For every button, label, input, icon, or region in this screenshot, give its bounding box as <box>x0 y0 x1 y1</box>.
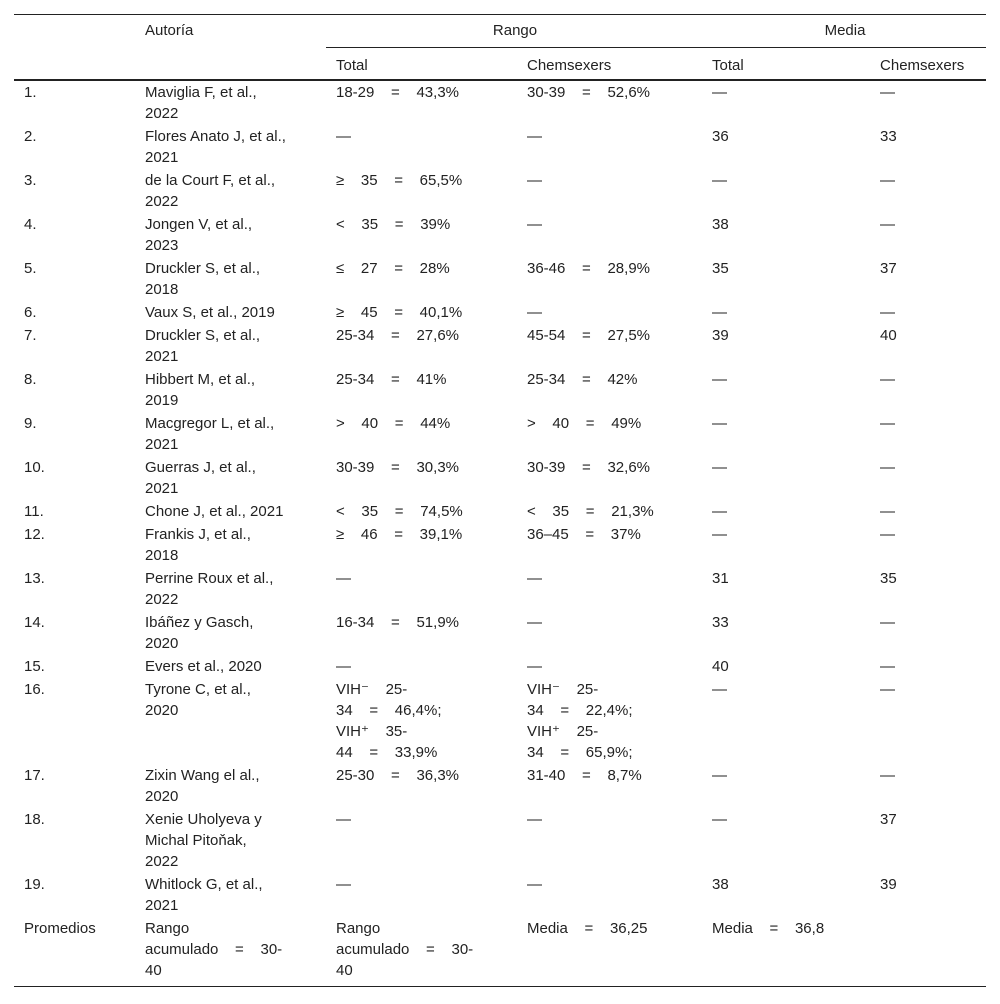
rango_total-line: — <box>336 811 351 828</box>
table-row <box>14 523 986 567</box>
rango-total-cell <box>326 412 517 456</box>
rango_total-line: < 35 = 39% <box>336 216 451 233</box>
rango-chemsexers-cell <box>517 324 702 368</box>
author-line: 2019 <box>145 392 179 409</box>
rango_chem-line: VIH⁻ 25- <box>527 681 599 698</box>
author-line: Frankis J, et al., <box>145 526 251 543</box>
table-row <box>14 808 986 873</box>
rango_total-line: ≥ 46 = 39,1% <box>336 526 463 543</box>
rango_chem-line: 45-54 = 27,5% <box>527 327 650 344</box>
rango-total-cell <box>326 678 517 764</box>
rango_chem-line: 34 = 22,4%; <box>527 702 633 719</box>
media-total-cell: Media = 36,8 <box>712 920 825 937</box>
media-chemsexers-cell: 40 <box>880 327 897 344</box>
author-cell <box>135 80 326 125</box>
table-row <box>14 678 986 764</box>
rango-total-cell <box>326 917 517 982</box>
author-line: 2020 <box>145 635 179 652</box>
rango-chemsexers-cell <box>517 611 702 655</box>
author-line: 2018 <box>145 281 179 298</box>
author-line: 2018 <box>145 547 179 564</box>
author-cell <box>135 368 326 412</box>
rango_chem-line: Media = 36,25 <box>527 920 648 937</box>
author-line: 2022 <box>145 193 179 210</box>
media-total-cell: — <box>712 526 728 543</box>
rango-total-cell <box>326 80 517 125</box>
row-number: 18. <box>24 811 45 828</box>
rango_total-line: Rango <box>336 920 381 937</box>
author-line: Druckler S, et al., <box>145 327 261 344</box>
rango_total-line: ≥ 45 = 40,1% <box>336 304 463 321</box>
author-line: Rango <box>145 920 190 937</box>
row-number: 14. <box>24 614 45 631</box>
rango-chemsexers-cell <box>517 523 702 567</box>
author-line: 2021 <box>145 480 179 497</box>
author-line: de la Court F, et al., <box>145 172 276 189</box>
media-total-cell: 33 <box>712 614 729 631</box>
header-rango-total: Total <box>326 47 517 80</box>
media-total-cell: 40 <box>712 658 729 675</box>
table-row <box>14 213 986 257</box>
rango-total-cell <box>326 368 517 412</box>
author-cell <box>135 257 326 301</box>
rango-total-cell <box>326 873 517 917</box>
media-chemsexers-cell: — <box>880 503 896 520</box>
rango_total-line: — <box>336 876 351 893</box>
table-row <box>14 456 986 500</box>
rango_chem-line: 36–45 = 37% <box>527 526 641 543</box>
table-row <box>14 873 986 917</box>
media-chemsexers-cell: 37 <box>880 260 897 277</box>
rango_total-line: VIH⁺ 35- <box>336 723 408 740</box>
row-number: 15. <box>24 658 45 675</box>
rango-total-cell <box>326 611 517 655</box>
row-number: Promedios <box>24 920 96 937</box>
row-number: 12. <box>24 526 45 543</box>
data-table <box>14 15 986 982</box>
media-total-cell: — <box>712 304 728 321</box>
author-line: Evers et al., 2020 <box>145 658 262 675</box>
media-chemsexers-cell: — <box>880 216 896 233</box>
rango-chemsexers-cell <box>517 368 702 412</box>
media-total-cell: 38 <box>712 876 729 893</box>
header-media-total: Total <box>702 47 870 80</box>
author-line: 2022 <box>145 105 179 122</box>
rango_total-line: 34 = 46,4%; <box>336 702 442 719</box>
rango-chemsexers-cell <box>517 678 702 764</box>
row-number: 10. <box>24 459 45 476</box>
row-number: 1. <box>24 84 37 101</box>
table-row <box>14 567 986 611</box>
table-row <box>14 301 986 324</box>
rango_total-line: ≥ 35 = 65,5% <box>336 172 463 189</box>
rango_chem-line: 30-39 = 32,6% <box>527 459 650 476</box>
table-row <box>14 80 986 125</box>
rango_chem-line: 30-39 = 52,6% <box>527 84 650 101</box>
author-cell <box>135 873 326 917</box>
rango_chem-line: > 40 = 49% <box>527 415 642 432</box>
media-total-cell: 39 <box>712 327 729 344</box>
media-chemsexers-cell: 37 <box>880 811 897 828</box>
media-total-cell: — <box>712 84 728 101</box>
rango_total-line: > 40 = 44% <box>336 415 451 432</box>
header-blank-2 <box>14 47 135 80</box>
author-cell <box>135 169 326 213</box>
author-line: Druckler S, et al., <box>145 260 261 277</box>
author-cell <box>135 500 326 523</box>
row-number: 4. <box>24 216 37 233</box>
author-line: Whitlock G, et al., <box>145 876 263 893</box>
rango_total-line: 40 <box>336 962 353 979</box>
row-number: 2. <box>24 128 37 145</box>
rango-chemsexers-cell <box>517 764 702 808</box>
rango_total-line: ≤ 27 = 28% <box>336 260 450 277</box>
author-line: Hibbert M, et al., <box>145 371 256 388</box>
media-total-cell: 31 <box>712 570 729 587</box>
author-line: Xenie Uholyeva y <box>145 811 262 828</box>
table-row <box>14 500 986 523</box>
author-line: Ibáñez y Gasch, <box>145 614 254 631</box>
rango_total-line: 25-34 = 41% <box>336 371 447 388</box>
media-total-cell: — <box>712 371 728 388</box>
media-chemsexers-cell <box>870 917 986 982</box>
rango_chem-line: — <box>527 172 542 189</box>
table-row <box>14 368 986 412</box>
rango-chemsexers-cell <box>517 873 702 917</box>
header-rango-chemsexers: Chemsexers <box>517 47 702 80</box>
media-chemsexers-cell: — <box>880 172 896 189</box>
author-cell <box>135 456 326 500</box>
author-cell <box>135 655 326 678</box>
row-number: 16. <box>24 681 45 698</box>
media-total-cell: 35 <box>712 260 729 277</box>
media-total-cell: — <box>712 172 728 189</box>
media-chemsexers-cell: 33 <box>880 128 897 145</box>
rango_total-line: — <box>336 128 351 145</box>
rango-chemsexers-cell <box>517 257 702 301</box>
media-total-cell: 36 <box>712 128 729 145</box>
row-number: 11. <box>24 503 44 520</box>
author-line: Flores Anato J, et al., <box>145 128 286 145</box>
author-line: 2022 <box>145 853 179 870</box>
media-chemsexers-cell: — <box>880 681 896 698</box>
rango_chem-line: — <box>527 811 542 828</box>
rango-chemsexers-cell <box>517 213 702 257</box>
rango-total-cell <box>326 764 517 808</box>
author-line: Tyrone C, et al., <box>145 681 251 698</box>
row-number: 9. <box>24 415 37 432</box>
table-row <box>14 917 986 982</box>
table-row <box>14 655 986 678</box>
header-autoria: Autoría <box>135 15 326 80</box>
row-number: 3. <box>24 172 37 189</box>
media-chemsexers-cell: — <box>880 459 896 476</box>
media-chemsexers-cell: — <box>880 767 896 784</box>
author-line: 2021 <box>145 348 179 365</box>
author-line: 2020 <box>145 788 179 805</box>
author-cell <box>135 125 326 169</box>
rango_total-line: acumulado = 30- <box>336 941 474 958</box>
media-chemsexers-cell: — <box>880 84 896 101</box>
author-cell <box>135 412 326 456</box>
header-media-chemsexers: Chemsexers <box>870 47 986 80</box>
author-line: acumulado = 30- <box>145 941 283 958</box>
author-cell <box>135 523 326 567</box>
row-number: 6. <box>24 304 37 321</box>
rango-chemsexers-cell <box>517 80 702 125</box>
author-line: 2022 <box>145 591 179 608</box>
rango_total-line: 30-39 = 30,3% <box>336 459 459 476</box>
table-row <box>14 611 986 655</box>
rango_total-line: 44 = 33,9% <box>336 744 438 761</box>
rango_total-line: — <box>336 658 351 675</box>
table-row <box>14 764 986 808</box>
media-chemsexers-cell: — <box>880 371 896 388</box>
rango_chem-line: — <box>527 658 542 675</box>
rango-total-cell <box>326 169 517 213</box>
rango_chem-line: 31-40 = 8,7% <box>527 767 642 784</box>
media-total-cell: — <box>712 415 728 432</box>
table-row <box>14 324 986 368</box>
rango_total-line: — <box>336 570 351 587</box>
rango-total-cell <box>326 523 517 567</box>
media-chemsexers-cell: — <box>880 658 896 675</box>
media-chemsexers-cell: — <box>880 304 896 321</box>
rango-chemsexers-cell <box>517 808 702 873</box>
author-line: Zixin Wang el al., <box>145 767 260 784</box>
media-total-cell: — <box>712 811 728 828</box>
table-row <box>14 257 986 301</box>
author-line: 40 <box>145 962 162 979</box>
table-row <box>14 125 986 169</box>
author-line: 2020 <box>145 702 179 719</box>
author-cell <box>135 808 326 873</box>
media-total-cell: — <box>712 459 728 476</box>
rango-chemsexers-cell <box>517 169 702 213</box>
rango_chem-line: < 35 = 21,3% <box>527 503 654 520</box>
media-total-cell: 38 <box>712 216 729 233</box>
media-chemsexers-cell: 35 <box>880 570 897 587</box>
rango-total-cell <box>326 213 517 257</box>
media-total-cell: — <box>712 503 728 520</box>
author-cell <box>135 917 326 982</box>
rango_chem-line: — <box>527 128 542 145</box>
rango-chemsexers-cell <box>517 655 702 678</box>
author-cell <box>135 324 326 368</box>
author-line: Michal Pitoňak, <box>145 832 247 849</box>
author-line: Perrine Roux et al., <box>145 570 274 587</box>
rango_chem-line: — <box>527 570 542 587</box>
author-cell <box>135 301 326 324</box>
rango_total-line: 16-34 = 51,9% <box>336 614 459 631</box>
table-bottom-rule <box>14 986 986 987</box>
rango-total-cell <box>326 567 517 611</box>
rango_total-line: 25-30 = 36,3% <box>336 767 459 784</box>
row-number: 13. <box>24 570 45 587</box>
rango_chem-line: 25-34 = 42% <box>527 371 638 388</box>
rango-chemsexers-cell <box>517 500 702 523</box>
rango-chemsexers-cell <box>517 125 702 169</box>
author-line: 2023 <box>145 237 179 254</box>
row-number: 8. <box>24 371 37 388</box>
media-chemsexers-cell: — <box>880 415 896 432</box>
author-line: 2021 <box>145 436 179 453</box>
rango-chemsexers-cell <box>517 456 702 500</box>
rango-total-cell <box>326 324 517 368</box>
table-body <box>14 80 986 982</box>
rango_chem-line: — <box>527 216 542 233</box>
rango-chemsexers-cell <box>517 301 702 324</box>
rango-chemsexers-cell <box>517 567 702 611</box>
rango-total-cell <box>326 655 517 678</box>
row-number: 17. <box>24 767 45 784</box>
author-cell <box>135 678 326 764</box>
author-cell <box>135 764 326 808</box>
rango-total-cell <box>326 301 517 324</box>
rango-total-cell <box>326 125 517 169</box>
row-number: 19. <box>24 876 45 893</box>
author-line: Guerras J, et al., <box>145 459 256 476</box>
header-blank <box>14 15 135 47</box>
rango-chemsexers-cell <box>517 412 702 456</box>
author-line: Jongen V, et al., <box>145 216 253 233</box>
header-rango: Rango <box>326 15 702 47</box>
rango-total-cell <box>326 456 517 500</box>
row-number: 5. <box>24 260 37 277</box>
rango-total-cell <box>326 808 517 873</box>
rango_chem-line: — <box>527 304 542 321</box>
media-chemsexers-cell: — <box>880 614 896 631</box>
rango_total-line: 18-29 = 43,3% <box>336 84 459 101</box>
author-cell <box>135 213 326 257</box>
author-line: Chone J, et al., 2021 <box>145 503 284 520</box>
table-row <box>14 169 986 213</box>
rango_chem-line: — <box>527 876 542 893</box>
rango_total-line: < 35 = 74,5% <box>336 503 463 520</box>
rango_chem-line: 36-46 = 28,9% <box>527 260 650 277</box>
rango_chem-line: — <box>527 614 542 631</box>
rango_total-line: VIH⁻ 25- <box>336 681 408 698</box>
media-chemsexers-cell: 39 <box>880 876 897 893</box>
rango-chemsexers-cell <box>517 917 702 982</box>
media-total-cell: — <box>712 681 728 698</box>
author-line: Maviglia F, et al., <box>145 84 257 101</box>
rango_total-line: 25-34 = 27,6% <box>336 327 459 344</box>
rango_chem-line: VIH⁺ 25- <box>527 723 599 740</box>
row-number: 7. <box>24 327 37 344</box>
author-line: 2021 <box>145 897 179 914</box>
author-line: Macgregor L, et al., <box>145 415 275 432</box>
author-line: Vaux S, et al., 2019 <box>145 304 275 321</box>
rango-total-cell <box>326 500 517 523</box>
table-row <box>14 412 986 456</box>
rango_chem-line: 34 = 65,9%; <box>527 744 633 761</box>
author-line: 2021 <box>145 149 179 166</box>
media-total-cell: — <box>712 767 728 784</box>
header-media: Media <box>702 15 986 47</box>
author-cell <box>135 611 326 655</box>
author-cell <box>135 567 326 611</box>
rango-total-cell <box>326 257 517 301</box>
media-chemsexers-cell: — <box>880 526 896 543</box>
